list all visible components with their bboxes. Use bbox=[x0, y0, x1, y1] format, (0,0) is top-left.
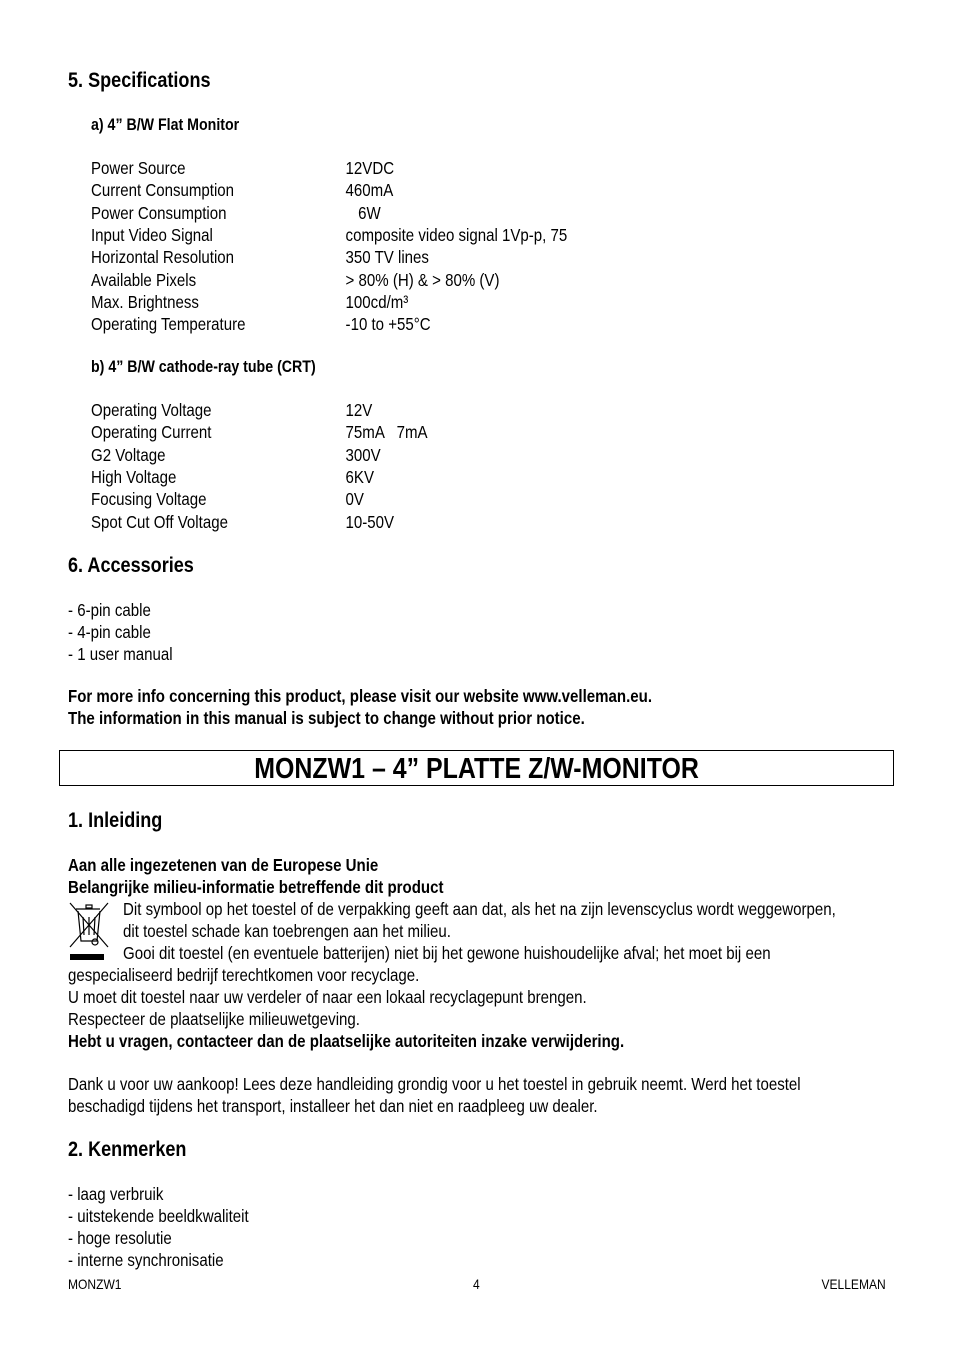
spec-label: Focusing Voltage bbox=[91, 489, 207, 510]
section-5-heading: 5. Specifications bbox=[68, 69, 211, 92]
spec-value: 12V bbox=[345, 400, 373, 420]
spec-label: High Voltage bbox=[91, 466, 177, 487]
footer-brand-text: VELLEMAN bbox=[821, 1276, 886, 1292]
list-item: - laag verbruik bbox=[68, 1184, 164, 1204]
spec-value: 350 TV lines bbox=[345, 247, 429, 268]
spec-value: -10 to +55°C bbox=[345, 314, 431, 335]
weee-paragraph-line: Respecteer de plaatselijke milieuwetgeving. bbox=[68, 1009, 360, 1029]
spec-value: 12VDC bbox=[345, 158, 395, 178]
subsection-b-heading: b) 4” B/W cathode-ray tube (CRT) bbox=[91, 358, 316, 376]
eu-heading: Aan alle ingezetenen van de Europese Unie bbox=[68, 855, 379, 875]
crossed-out-wheelie-bin-icon bbox=[68, 901, 112, 963]
spec-label: Available Pixels bbox=[91, 269, 197, 290]
spec-label: G2 Voltage bbox=[91, 444, 166, 465]
list-item: - uitstekende beeldkwaliteit bbox=[68, 1206, 249, 1226]
website-note: For more info concerning this product, please visit our website www.velleman.eu. bbox=[68, 686, 653, 706]
list-item: - 1 user manual bbox=[68, 644, 173, 664]
thanks-paragraph-line: Dank u voor uw aankoop! Lees deze handleiding grondig voor u het toestel in gebruik neemt. Werd het toestel bbox=[68, 1074, 801, 1094]
spec-label: Max. Brightness bbox=[91, 291, 199, 312]
spec-value: 300V bbox=[345, 444, 381, 465]
spec-value: 100cd/m³ bbox=[345, 291, 409, 312]
subsection-a-heading: a) 4” B/W Flat Monitor bbox=[91, 116, 240, 134]
weee-paragraph-line: U moet dit toestel naar uw verdeler of naar een lokaal recyclagepunt brengen. bbox=[68, 987, 587, 1007]
spec-label: Operating Current bbox=[91, 422, 212, 443]
spec-label: Input Video Signal bbox=[91, 224, 213, 245]
spec-label: Spot Cut Off Voltage bbox=[91, 511, 228, 532]
footer-model: MONZW1 bbox=[68, 1276, 122, 1292]
list-item: - 4-pin cable bbox=[68, 622, 151, 642]
spec-value: composite video signal 1Vp-p, 75 bbox=[345, 224, 568, 245]
list-item: - 6-pin cable bbox=[68, 600, 151, 620]
footer-brand bbox=[811, 1276, 886, 1292]
thanks-paragraph-line: beschadigd tijdens het transport, installeer het dan niet en raadpleeg uw dealer. bbox=[68, 1096, 598, 1116]
environment-heading: Belangrijke milieu-informatie betreffende dit product bbox=[68, 877, 444, 897]
change-notice: The information in this manual is subject to change without prior notice. bbox=[68, 708, 585, 728]
spec-value: 0V bbox=[345, 489, 364, 510]
spec-label: Power Consumption bbox=[91, 202, 227, 223]
list-item: - interne synchronisatie bbox=[68, 1250, 224, 1270]
page-number: 4 bbox=[473, 1276, 480, 1292]
spec-value: 75mA 7mA bbox=[345, 422, 428, 443]
spec-value: 6KV bbox=[345, 466, 375, 487]
list-item: - hoge resolutie bbox=[68, 1228, 172, 1248]
spec-value: 10-50V bbox=[345, 511, 395, 532]
weee-paragraph-line: gespecialiseerd bedrijf terechtkomen voor recyclage. bbox=[68, 965, 420, 985]
spec-label: Current Consumption bbox=[91, 180, 235, 201]
spec-label: Operating Temperature bbox=[91, 314, 246, 335]
weee-paragraph-line: Dit symbool op het toestel of de verpakking geeft aan dat, als het na zijn levenscyclus wordt weggeworpen, bbox=[123, 899, 836, 919]
section-6-heading: 6. Accessories bbox=[68, 554, 194, 577]
spec-label: Operating Voltage bbox=[91, 400, 212, 420]
kenmerken-heading: 2. Kenmerken bbox=[68, 1138, 187, 1161]
weee-paragraph-line: dit toestel schade kan toebrengen aan het milieu. bbox=[123, 921, 451, 941]
weee-paragraph-line: Gooi dit toestel (en eventuele batterijen) niet bij het gewone huishoudelijke afval; het moet bij een bbox=[123, 943, 771, 963]
title-banner-text bbox=[60, 753, 893, 786]
spec-value: 6W bbox=[345, 202, 381, 223]
spec-value: > 80% (H) & > 80% (V) bbox=[345, 269, 500, 290]
inleiding-heading: 1. Inleiding bbox=[68, 809, 163, 832]
banner-title: MONZW1 – 4” PLATTE Z/W-MONITOR bbox=[254, 753, 699, 785]
contact-authorities-note: Hebt u vragen, contacteer dan de plaatselijke autoriteiten inzake verwijdering. bbox=[68, 1031, 625, 1051]
spec-label: Horizontal Resolution bbox=[91, 247, 235, 268]
title-banner bbox=[59, 750, 894, 786]
spec-value: 460mA bbox=[345, 180, 394, 201]
spec-label: Power Source bbox=[91, 158, 186, 178]
